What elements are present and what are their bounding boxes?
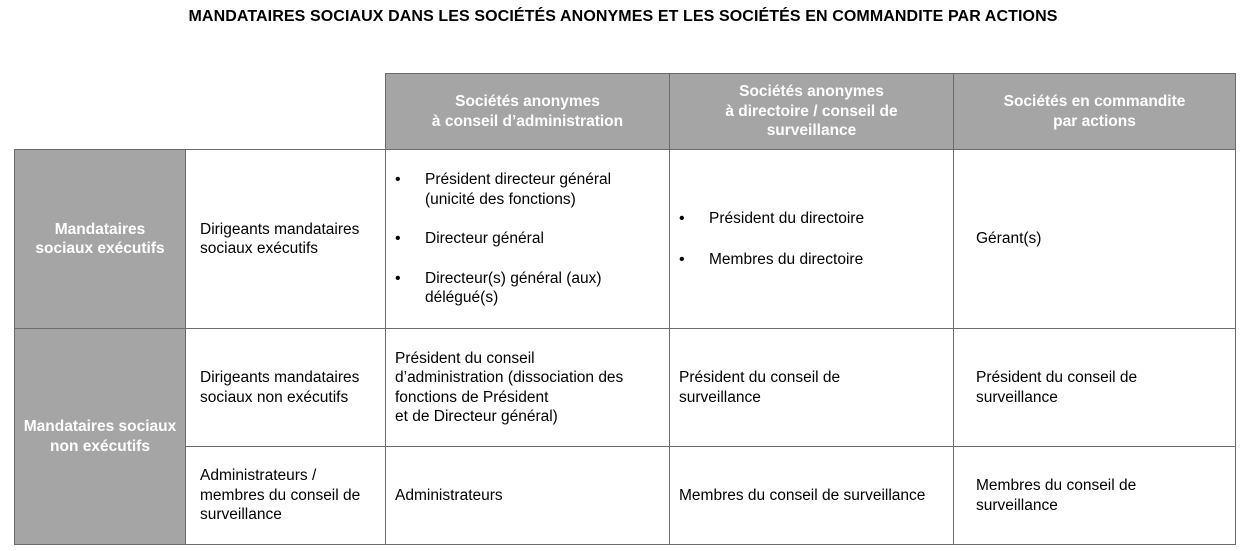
page-title: MANDATAIRES SOCIAUX DANS LES SOCIÉTÉS ANONYMES ET LES SOCIÉTÉS EN COMMANDITE PAR ACTIONS	[188, 8, 1058, 25]
row-label-dirigeants-executifs: Dirigeants mandataires sociaux exécutifs	[185, 149, 386, 329]
list-item: • Président du directoire	[679, 209, 864, 229]
list-item: • Directeur(s) général (aux) délégué(s)	[395, 269, 611, 308]
bullet-list	[395, 170, 611, 308]
cell-sa-ca-executifs	[385, 149, 670, 329]
bullet-list	[679, 209, 864, 270]
column-header-sa-directoire: Sociétés anonymes à directoire / conseil de surveillance	[669, 73, 954, 150]
column-header-sa-conseil-administration: Sociétés anonymes à conseil d’administration	[385, 73, 670, 150]
group-header-non-executifs: Mandataires sociaux non exécutifs	[14, 328, 186, 545]
cell-sca-executifs: Gérant(s)	[953, 149, 1236, 329]
cell-sa-dir-executifs	[669, 149, 954, 329]
row-label-dirigeants-non-executifs: Dirigeants mandataires sociaux non exécutifs	[185, 328, 386, 447]
cell-sa-ca-administrateurs: Administrateurs	[385, 446, 670, 545]
cell-sca-administrateurs: Membres du conseil de surveillance	[953, 446, 1236, 545]
column-header-sca: Sociétés en commandite par actions	[953, 73, 1236, 150]
list-item: • Membres du directoire	[679, 250, 864, 270]
cell-sca-non-executifs: Président du conseil de surveillance	[953, 328, 1236, 447]
cell-sa-ca-non-executifs: Président du conseil d’administration (dissociation des fonctions de Président et de Directeur général)	[385, 328, 670, 447]
cell-sa-dir-non-executifs: Président du conseil de surveillance	[669, 328, 954, 447]
group-header-executifs: Mandataires sociaux exécutifs	[14, 149, 186, 329]
cell-sa-dir-administrateurs: Membres du conseil de surveillance	[669, 446, 954, 545]
list-item: • Directeur général	[395, 229, 611, 249]
row-label-administrateurs: Administrateurs / membres du conseil de surveillance	[185, 446, 386, 545]
list-item: • Président directeur général (unicité des fonctions)	[395, 170, 611, 209]
